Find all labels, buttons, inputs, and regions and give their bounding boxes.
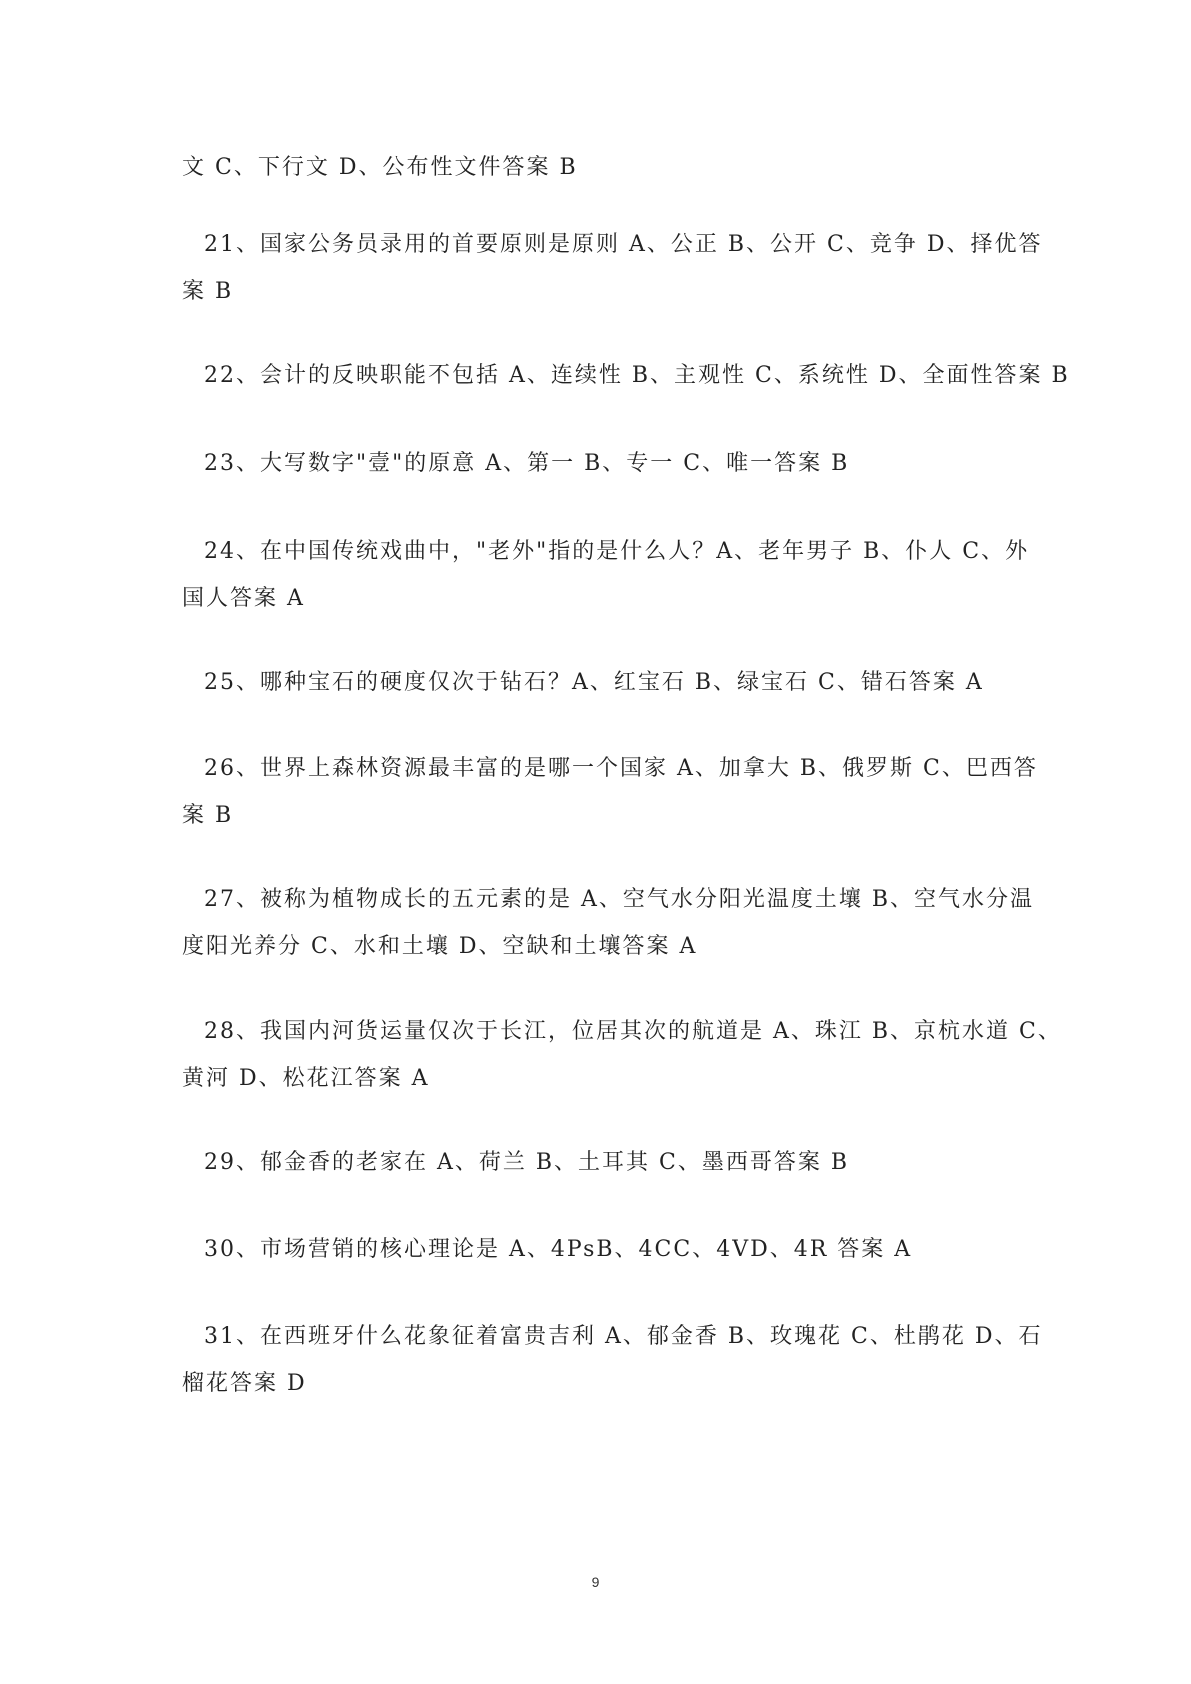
question-24	[182, 528, 1030, 622]
paragraph-line: 29、郁金香的老家在 A、荷兰 B、土耳其 C、墨西哥答案 B	[204, 1150, 850, 1175]
paragraph-line: 案 B	[182, 803, 234, 828]
paragraph-line: 25、哪种宝石的硬度仅次于钻石？A、红宝石 B、绿宝石 C、错石答案 A	[204, 670, 984, 695]
paragraph-line: 27、被称为植物成长的五元素的是 A、空气水分阳光温度土壤 B、空气水分温	[204, 887, 1035, 912]
paragraph-continuation	[182, 144, 1022, 191]
paragraph-line: 24、在中国传统戏曲中，"老外"指的是什么人？A、老年男子 B、仆人 C、外	[204, 539, 1030, 564]
question-23	[182, 440, 1022, 487]
paragraph-line: 26、世界上森林资源最丰富的是哪一个国家 A、加拿大 B、俄罗斯 C、巴西答	[204, 756, 1038, 781]
question-26	[182, 745, 1038, 839]
paragraph-line: 黄河 D、松花江答案 A	[182, 1066, 430, 1091]
question-31	[182, 1313, 1043, 1407]
question-25	[182, 659, 1022, 706]
question-27	[182, 876, 1035, 970]
question-29	[182, 1139, 1022, 1186]
paragraph-line: 28、我国内河货运量仅次于长江，位居其次的航道是 A、珠江 B、京杭水道 C、	[204, 1019, 1062, 1044]
paragraph-line: 22、会计的反映职能不包括 A、连续性 B、主观性 C、系统性 D、全面性答案 B	[204, 363, 1070, 388]
question-28	[182, 1008, 1062, 1102]
paragraph-line: 30、市场营销的核心理论是 A、4PsB、4CC、4VD、4R 答案 A	[204, 1237, 913, 1262]
question-22	[182, 352, 1070, 399]
paragraph-line: 21、国家公务员录用的首要原则是原则 A、公正 B、公开 C、竞争 D、择优答	[204, 232, 1043, 257]
question-21	[182, 221, 1043, 315]
paragraph-line: 度阳光养分 C、水和土壤 D、空缺和土壤答案 A	[182, 934, 698, 959]
paragraph-line: 案 B	[182, 279, 234, 304]
page-number: 9	[591, 1574, 600, 1590]
paragraph-line: 国人答案 A	[182, 586, 305, 611]
paragraph-line: 榴花答案 D	[182, 1371, 307, 1396]
paragraph-line: 31、在西班牙什么花象征着富贵吉利 A、郁金香 B、玫瑰花 C、杜鹃花 D、石	[204, 1324, 1043, 1349]
question-30	[182, 1226, 1022, 1273]
paragraph-line: 文 C、下行文 D、公布性文件答案 B	[182, 155, 578, 180]
paragraph-line: 23、大写数字"壹"的原意 A、第一 B、专一 C、唯一答案 B	[204, 451, 850, 476]
